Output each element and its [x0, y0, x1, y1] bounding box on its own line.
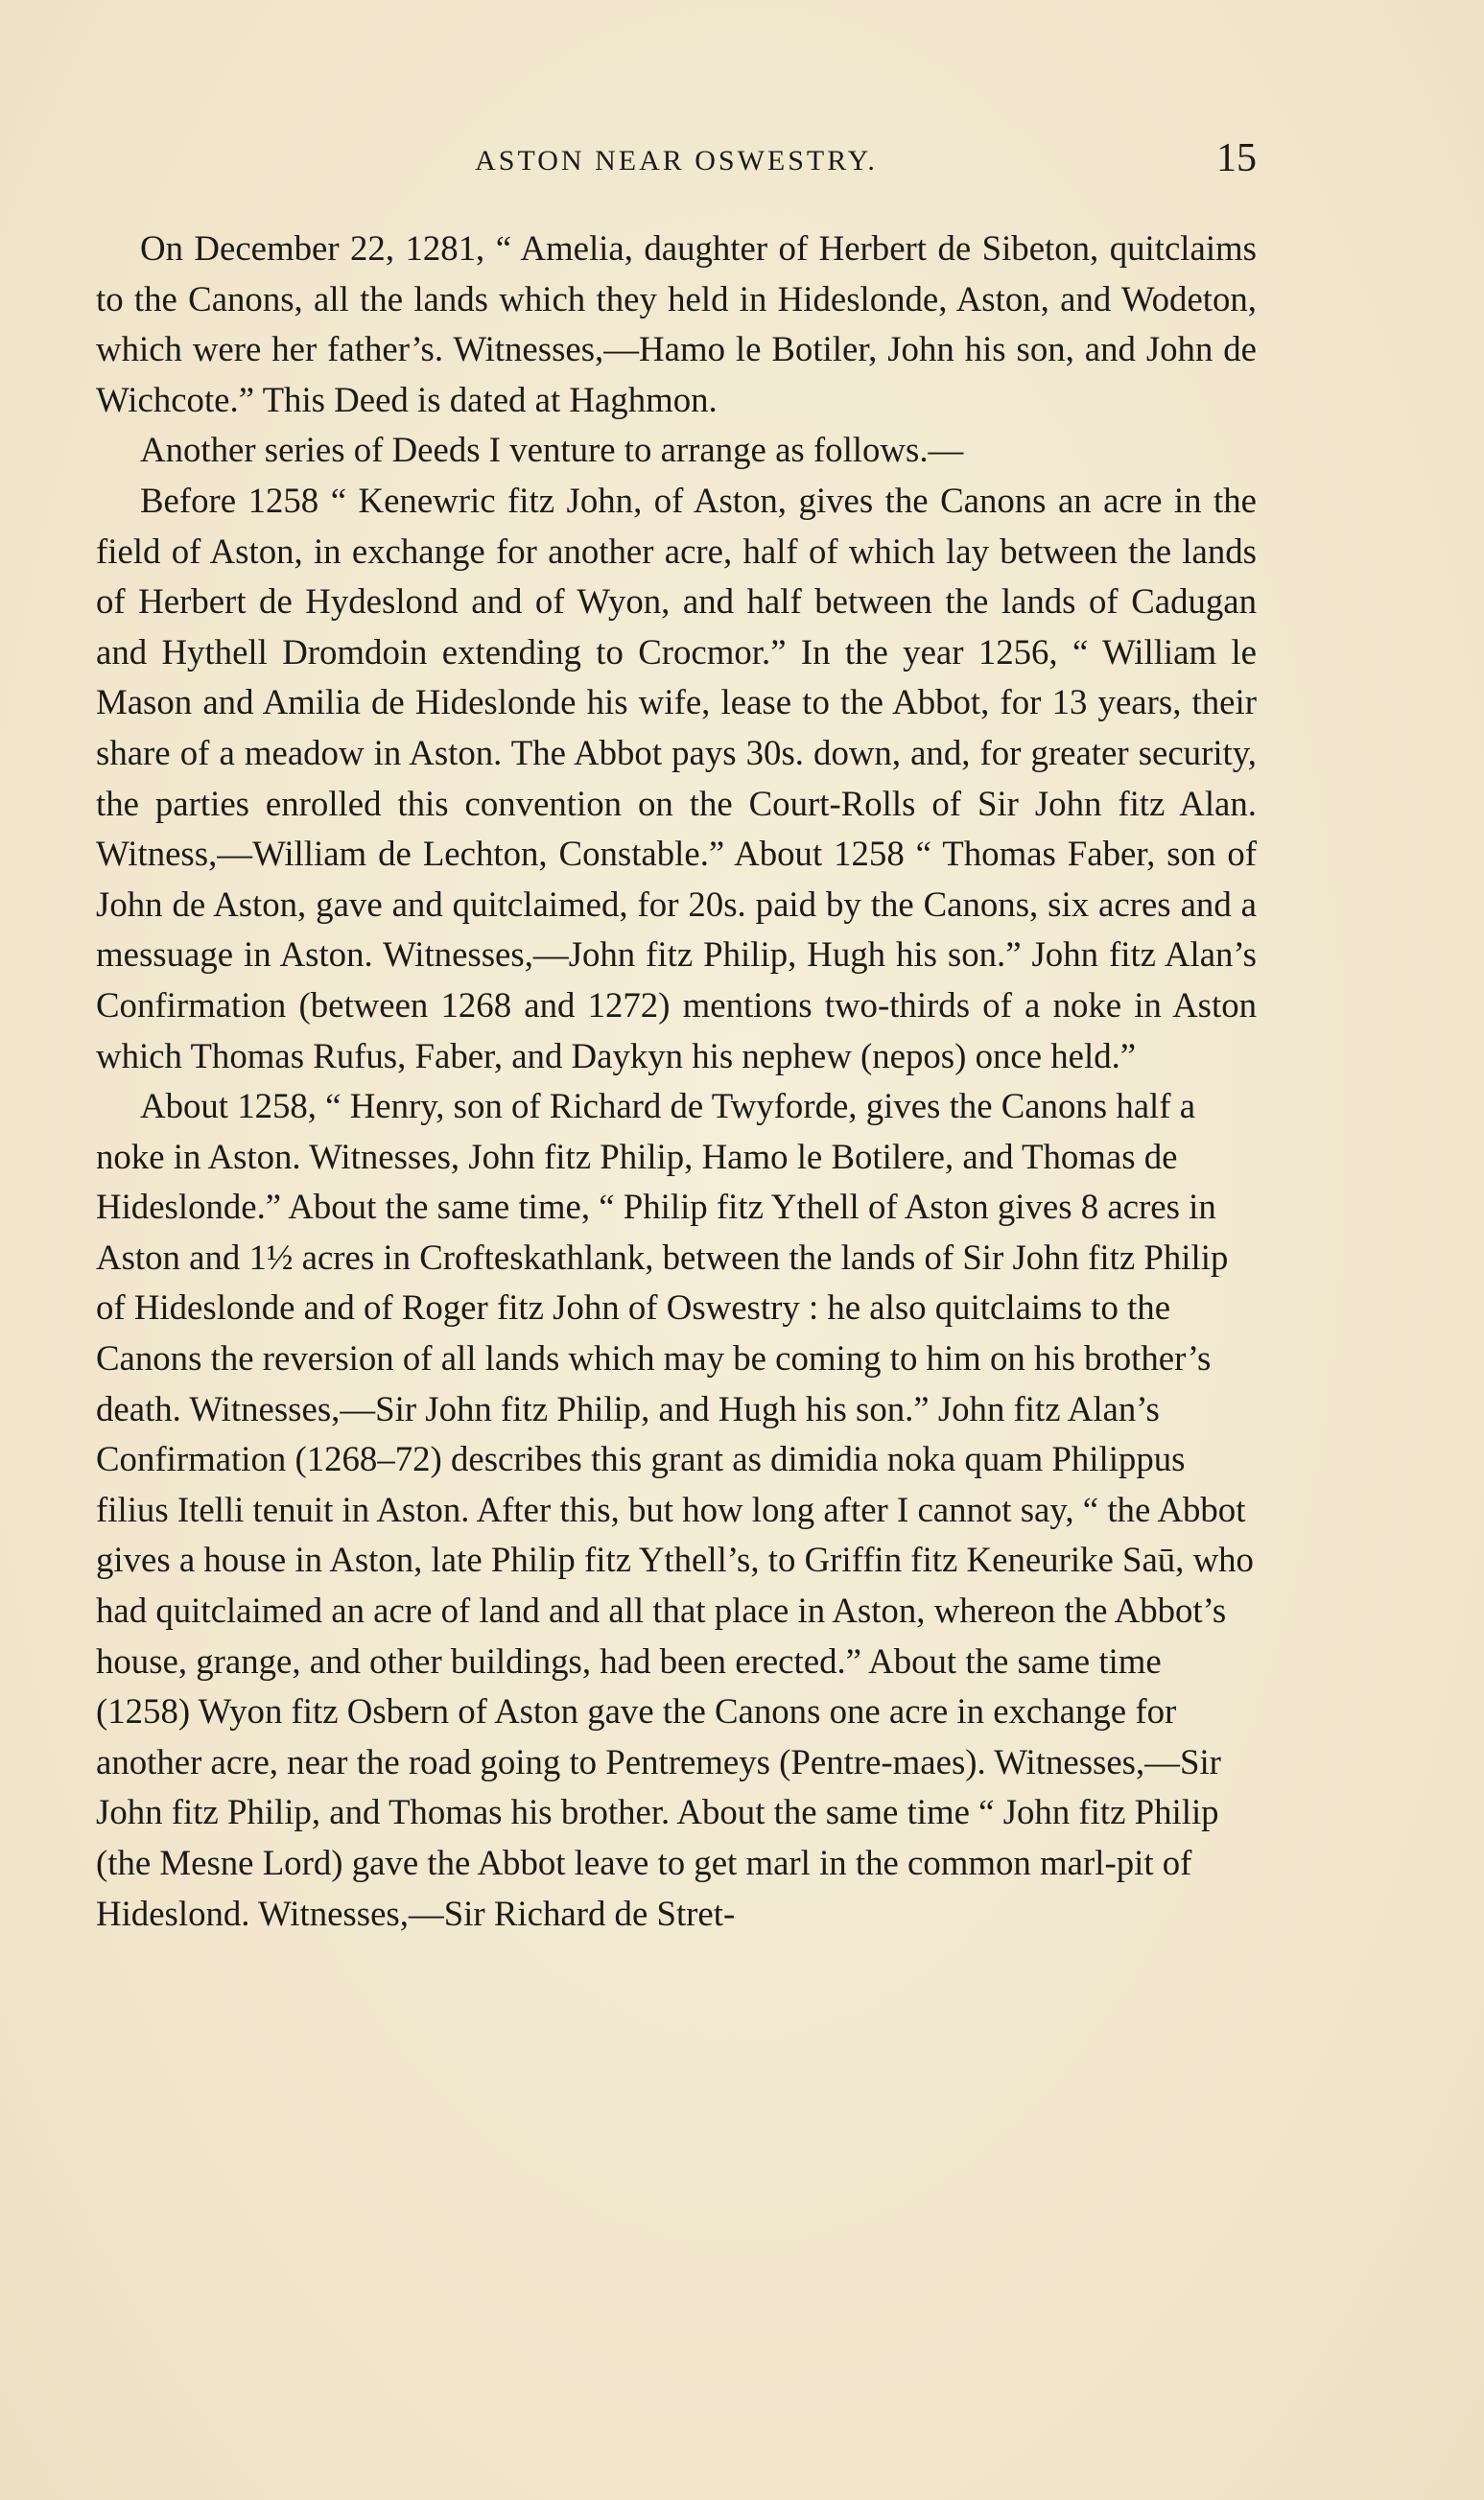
running-title: ASTON NEAR OSWESTRY. — [475, 145, 878, 177]
paragraph: Another series of Deeds I venture to arrange as follows.— — [140, 430, 964, 470]
page-number: 15 — [1216, 136, 1257, 180]
paragraph: On December 22, 1281, “ Amelia, daughter of Herbert de Sibeton, quitclaims to the Canons, all the lands which they held in Hideslonde, Aston, and Wodeton, which were her father’s. Witnesses,—Hamo le Botiler, John his son, and John de Wichcote.” This Deed is dated at Haghmon. — [96, 228, 1257, 419]
running-head — [96, 136, 1257, 187]
body-text — [96, 224, 1257, 1939]
paragraph: Before 1258 “ Kenewric fitz John, of Aston, gives the Canons an acre in the field of Aston, in exchange for another acre, half of which lay between the lands of Herbert de Hydeslond and of Wyon, and half between the lands of Cadugan and Hythell Dromdoin extending to Crocmor.” In the year 1256, “ William le Mason and Amilia de Hideslonde his wife, lease to the Abbot, for 13 years, their share of a meadow in Aston. The Abbot pays 30s. down, and, for greater security, the parties enrolled this convention on the Court-Rolls of Sir John fitz Alan. Witness,—William de Lechton, Constable.” About 1258 “ Thomas Faber, son of John de Aston, gave and quitclaimed, for 20s. paid by the Canons, six acres and a messuage in Aston. Witnesses,—John fitz Philip, Hugh his son.” John fitz Alan’s Confirmation (between 1268 and 1272) mentions two-thirds of a noke in Aston which Thomas Rufus, Faber, and Daykyn his nephew (nepos) once held.” — [96, 480, 1257, 1075]
paragraph: About 1258, “ Henry, son of Richard de Twyforde, gives the Canons half a noke in Aston. Witnesses, John fitz Philip, Hamo le Botilere, and Thomas de Hideslonde.” About the same time, “ Philip fitz Ythell of Aston gives 8 acres in Aston and 1½ acres in Crofteskathlank, between the lands of Sir John fitz Philip of Hideslonde and of Roger fitz John of Oswestry : he also quitclaims to the Canons the reversion of all lands which may be coming to him on his brother’s death. Witnesses,—Sir John fitz Philip, and Hugh his son.” John fitz Alan’s Confirmation (1268–72) describes this grant as dimidia noka quam Philippus filius Itelli tenuit in Aston. After this, but how long after I cannot say, “ the Abbot gives a house in Aston, late Philip fitz Ythell’s, to Griffin fitz Keneurike Saū, who had quitclaimed an acre of land and all that place in Aston, whereon the Abbot’s house, grange, and other buildings, had been erected.” About the same time (1258) Wyon fitz Osbern of Aston gave the Canons one acre in exchange for another acre, near the road going to Pentremeys (Pentre-maes). Witnesses,—Sir John fitz Philip, and Thomas his brother. About the same time “ John fitz Philip (the Mesne Lord) gave the Abbot leave to get marl in the common marl-pit of Hideslond. Witnesses,—Sir Richard de Stret- — [96, 1086, 1254, 1933]
